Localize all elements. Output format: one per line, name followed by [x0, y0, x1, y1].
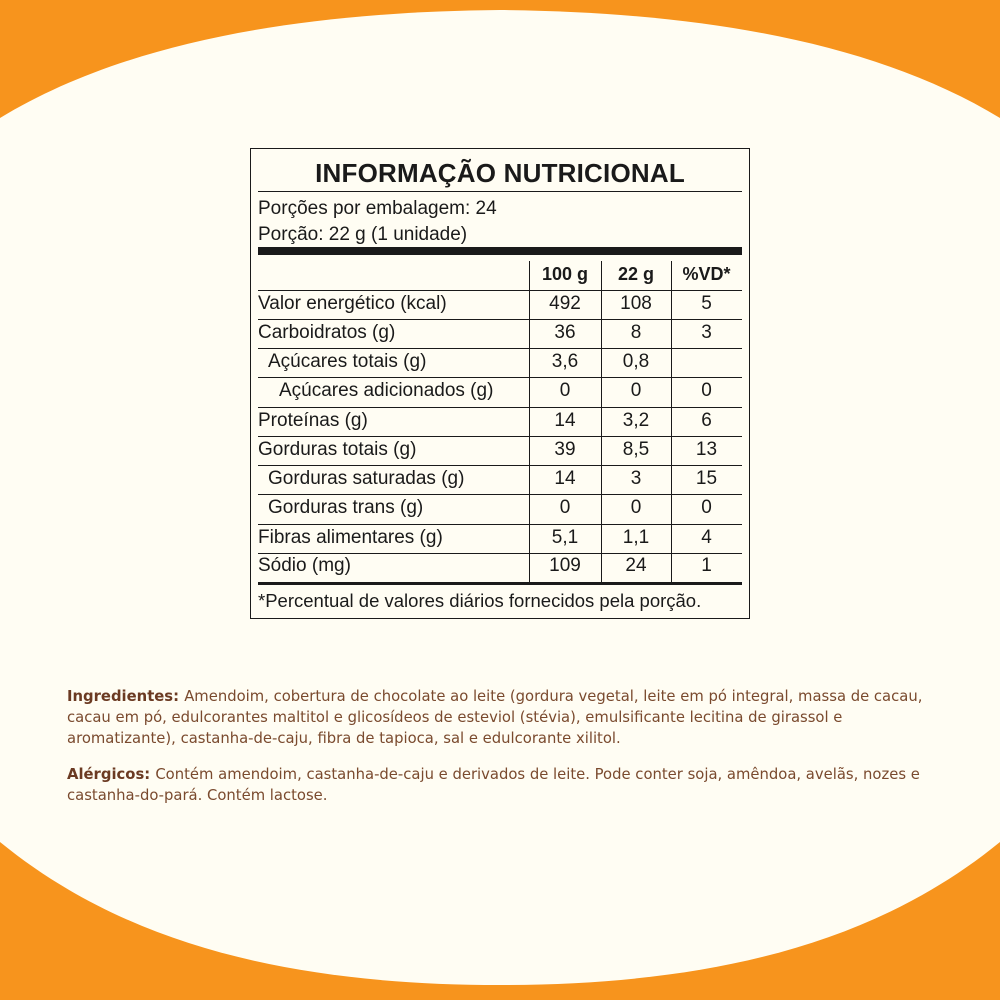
- value-100g: 109: [549, 555, 581, 576]
- column-header-100g: 100 g: [541, 264, 589, 284]
- value-vd: 6: [701, 410, 712, 431]
- table-row: [258, 552, 742, 581]
- value-portion: 8: [630, 322, 642, 343]
- nutrient-label: Açúcares adicionados (g): [279, 380, 494, 401]
- value-100g: 36: [554, 322, 576, 343]
- value-vd: 4: [701, 527, 712, 548]
- value-vd: 5: [701, 293, 712, 314]
- nutrient-label: Gorduras totais (g): [258, 439, 417, 460]
- table-row: [258, 465, 742, 494]
- allergens-section: [67, 764, 937, 806]
- nutrient-label: Fibras alimentares (g): [258, 527, 443, 548]
- value-portion: 24: [625, 555, 647, 576]
- ingredients-text: Amendoim, cobertura de chocolate ao leite (gordura vegetal, leite em pó integral, massa de cacau, cacau em pó, edulcorantes maltitol e glicosídeos de esteviol (stévia), emulsificante lecitina de girassol e aromatizante), castanha-de-caju, fibra de tapioca, sal e edulcorante xilitol.: [67, 688, 923, 747]
- column-header-portion: 22 g: [617, 264, 655, 284]
- column-header-vd: %VD*: [682, 264, 731, 284]
- nutrition-title: INFORMAÇÃO NUTRICIONAL: [315, 158, 685, 188]
- nutrient-label: Gorduras saturadas (g): [268, 468, 465, 489]
- table-row: [258, 377, 742, 406]
- value-100g: 492: [549, 293, 581, 314]
- allergens-text: Contém amendoim, castanha-de-caju e derivados de leite. Pode conter soja, amêndoa, avelãs, nozes e castanha-do-pará. Contém lactose.: [67, 766, 920, 804]
- ingredients-heading: Ingredientes:: [67, 688, 185, 705]
- table-row: [258, 436, 742, 465]
- value-100g: 39: [554, 439, 576, 460]
- value-portion: 1,1: [622, 527, 650, 548]
- nutrient-label: Açúcares totais (g): [268, 351, 427, 372]
- value-100g: 5,1: [551, 527, 579, 548]
- value-vd: 3: [701, 322, 712, 343]
- nutrient-label: Valor energético (kcal): [258, 293, 447, 314]
- value-portion: 0: [630, 497, 642, 518]
- nutrition-facts-panel: [250, 148, 750, 619]
- table-row: [258, 524, 742, 553]
- value-portion: 0: [630, 380, 642, 401]
- table-header-row: [258, 261, 742, 290]
- value-portion: 8,5: [622, 439, 650, 460]
- value-vd: 15: [695, 468, 718, 489]
- value-100g: 0: [559, 380, 571, 401]
- value-portion: 3,2: [622, 410, 650, 431]
- footnote: *Percentual de valores diários fornecidos pela porção.: [258, 590, 702, 611]
- serving-size: Porção: 22 g (1 unidade): [258, 224, 468, 245]
- table-row: [258, 494, 742, 523]
- value-100g: 14: [554, 468, 576, 489]
- thick-divider: [258, 247, 742, 255]
- nutrient-label: Gorduras trans (g): [268, 497, 424, 518]
- table-row: [258, 407, 742, 436]
- value-vd: 0: [701, 497, 712, 518]
- value-portion: 108: [620, 293, 652, 314]
- divider: [258, 191, 742, 192]
- allergens-heading: Alérgicos:: [67, 766, 156, 783]
- value-portion: 3: [630, 468, 642, 489]
- nutrient-label: Proteínas (g): [258, 410, 368, 431]
- value-100g: 14: [554, 410, 576, 431]
- table-row: [258, 348, 742, 377]
- thick-divider: [258, 582, 742, 585]
- servings-per-package: Porções por embalagem: 24: [258, 198, 497, 219]
- nutrient-label: Carboidratos (g): [258, 322, 396, 343]
- ingredients-section: [67, 686, 937, 749]
- nutrient-label: Sódio (mg): [258, 555, 351, 576]
- value-vd: 0: [701, 380, 712, 401]
- value-portion: 0,8: [622, 351, 650, 372]
- value-vd: 13: [695, 439, 718, 460]
- value-vd: 1: [701, 555, 712, 576]
- value-100g: 0: [559, 497, 571, 518]
- table-row: [258, 290, 742, 319]
- value-100g: 3,6: [551, 351, 579, 372]
- table-row: [258, 319, 742, 348]
